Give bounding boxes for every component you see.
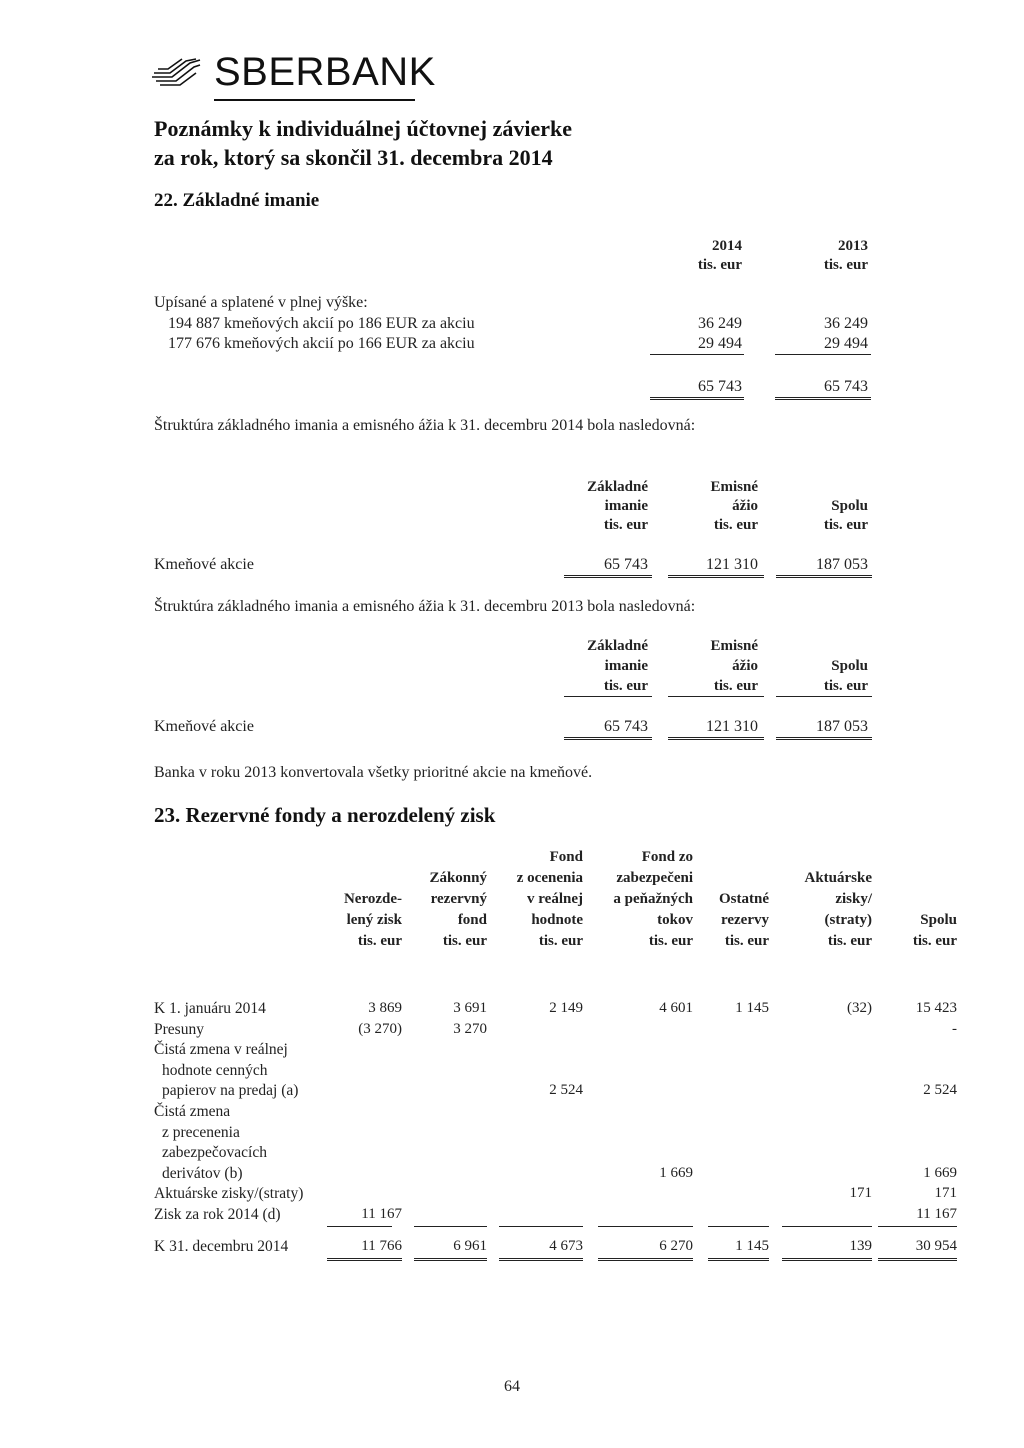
- reserves-cell: 11 167: [916, 1206, 957, 1222]
- reserves-cell: 1 669: [923, 1164, 957, 1181]
- reserves-col-unit: tis. eur: [538, 933, 583, 949]
- reserves-row-label: papierov na predaj (a): [162, 1082, 299, 1100]
- page-number: 64: [504, 1378, 520, 1395]
- reserves-cell: (3 270): [358, 1020, 402, 1037]
- reserves-row-label: Aktuárske zisky/(straty): [154, 1185, 304, 1203]
- struct-col-basic: Základné: [587, 479, 648, 495]
- struct-col-premium: Emisné: [710, 638, 758, 654]
- reserves-row-label: Čistá zmena v reálnej: [154, 1041, 288, 1059]
- share-row-value: 36 249: [698, 315, 742, 332]
- subtotal-rule: [708, 1226, 769, 1227]
- reserves-col-header: fond: [457, 912, 487, 928]
- reserves-cell: 171: [849, 1185, 872, 1202]
- bank-name: SBERBANK: [214, 50, 436, 94]
- reserves-total-cell: 139: [849, 1238, 872, 1254]
- reserves-total-cell: 6 961: [453, 1238, 487, 1254]
- struct-col-unit: tis. eur: [603, 517, 648, 533]
- share-row-value: 29 494: [824, 335, 868, 352]
- total-value: 65 743: [824, 378, 868, 395]
- reserves-col-header: Ostatné: [719, 891, 769, 907]
- struct-col-total: Spolu: [831, 658, 868, 674]
- reserves-col-header: Aktuárske: [804, 870, 872, 886]
- header-rule: [776, 696, 872, 697]
- logo-underline: [214, 99, 415, 101]
- reserves-row-label: z precenenia: [162, 1123, 240, 1141]
- col-header-2013-unit: tis. eur: [823, 257, 868, 273]
- subtotal-rule: [414, 1226, 487, 1227]
- subscribed-intro: Upísané a splatené v plnej výške:: [154, 294, 368, 311]
- sberbank-logo: [150, 52, 436, 92]
- total-double-rule: [776, 737, 872, 740]
- reserves-total-label: K 31. decembru 2014: [154, 1238, 289, 1255]
- subtotal-rule: [327, 1226, 392, 1227]
- col-header-2014-year: 2014: [712, 238, 742, 254]
- reserves-col-unit: tis. eur: [442, 933, 487, 949]
- reserves-cell: 1 145: [735, 1000, 769, 1016]
- struct-col-basic: imanie: [604, 498, 648, 514]
- page-title-line1: Poznámky k individuálnej účtovnej závierke: [154, 116, 573, 141]
- subtotal-rule: [782, 1226, 872, 1227]
- reserves-row-label: Čistá zmena: [154, 1103, 231, 1120]
- section-22-heading: 22. Základné imanie: [154, 190, 320, 211]
- reserves-col-header: zisky/: [835, 891, 872, 907]
- reserves-row-label: Presuny: [154, 1020, 204, 1038]
- total-double-rule: [708, 1258, 769, 1261]
- col-header-2013-year: 2013: [838, 238, 868, 254]
- share-row-label: 177 676 kmeňových akcií po 166 EUR za akciu: [168, 335, 475, 352]
- subtotal-rule: [775, 354, 871, 355]
- subtotal-rule: [650, 354, 744, 355]
- reserves-col-header: Fond: [549, 849, 583, 865]
- reserves-row-label: Zisk za rok 2014 (d): [154, 1206, 281, 1223]
- reserves-row-label: K 1. januáru 2014: [154, 1000, 266, 1017]
- reserves-col-unit: tis. eur: [912, 933, 957, 949]
- struct-row-value: 121 310: [706, 556, 758, 573]
- struct-col-basic: imanie: [604, 658, 648, 674]
- structure-2014-text: Štruktúra základného imania a emisného ážia k 31. decembru 2014 bola nasledovná:: [154, 417, 696, 434]
- total-double-rule: [878, 1258, 957, 1261]
- sberbank-wave-icon: [150, 57, 202, 87]
- struct-row-value: 121 310: [706, 718, 758, 735]
- struct-row-label: Kmeňové akcie: [154, 718, 254, 735]
- reserves-cell: 3 270: [453, 1020, 487, 1037]
- reserves-total-cell: 4 673: [549, 1238, 583, 1254]
- reserves-cell: (32): [847, 1000, 872, 1016]
- reserves-col-header: hodnote: [531, 912, 583, 928]
- reserves-cell: 171: [934, 1185, 957, 1202]
- total-double-rule: [327, 1258, 402, 1261]
- struct-row-value: 65 743: [604, 556, 648, 573]
- reserves-col-header: Spolu: [920, 912, 957, 928]
- struct-col-unit: tis. eur: [713, 678, 758, 694]
- reserves-col-header: Fond zo: [641, 849, 693, 865]
- page-title-line2: za rok, ktorý sa skončil 31. decembra 2014: [154, 145, 553, 170]
- reserves-total-cell: 6 270: [659, 1238, 693, 1254]
- share-row-value: 29 494: [698, 335, 742, 352]
- reserves-col-header: rezervy: [720, 912, 769, 928]
- section-23-heading: 23. Rezervné fondy a nerozdelený zisk: [154, 803, 496, 827]
- reserves-cell: 2 149: [549, 1000, 583, 1016]
- reserves-cell: 15 423: [915, 1000, 957, 1016]
- reserves-col-header: a peňažných: [613, 891, 693, 907]
- reserves-cell: 3 869: [368, 1000, 402, 1016]
- total-value: 65 743: [698, 378, 742, 395]
- total-double-rule: [650, 397, 744, 400]
- subtotal-rule: [878, 1226, 957, 1227]
- reserves-cell: 11 167: [361, 1206, 402, 1222]
- total-double-rule: [564, 575, 652, 578]
- share-row-label: 194 887 kmeňových akcií po 186 EUR za akciu: [168, 315, 475, 332]
- share-row-value: 36 249: [824, 315, 868, 332]
- reserves-col-unit: tis. eur: [357, 933, 402, 949]
- struct-col-unit: tis. eur: [603, 678, 648, 694]
- reserves-col-unit: tis. eur: [648, 933, 693, 949]
- reserves-col-header: v reálnej: [527, 891, 583, 907]
- reserves-row-label: hodnote cenných: [162, 1061, 268, 1079]
- struct-row-value: 187 053: [816, 718, 868, 735]
- reserves-total-cell: 1 145: [735, 1238, 769, 1254]
- total-double-rule: [564, 737, 652, 740]
- reserves-cell: 4 601: [659, 1000, 693, 1016]
- total-double-rule: [775, 397, 871, 400]
- struct-row-label: Kmeňové akcie: [154, 556, 254, 573]
- total-double-rule: [414, 1258, 487, 1261]
- reserves-cell: 2 524: [923, 1082, 957, 1099]
- struct-col-premium: ážio: [732, 498, 758, 514]
- subtotal-rule: [499, 1226, 583, 1227]
- col-header-2014-unit: tis. eur: [697, 257, 742, 273]
- reserves-col-header: zabezpečeni: [616, 870, 693, 886]
- reserves-total-cell: 30 954: [915, 1238, 957, 1254]
- reserves-col-header: tokov: [657, 912, 693, 928]
- total-double-rule: [499, 1258, 583, 1261]
- struct-col-total: Spolu: [831, 498, 868, 514]
- reserves-col-header: rezervný: [430, 891, 487, 907]
- reserves-cell: 3 691: [453, 1000, 487, 1016]
- total-double-rule: [598, 1258, 693, 1261]
- reserves-col-header: z ocenenia: [516, 870, 583, 886]
- reserves-col-header: Zákonný: [429, 870, 487, 886]
- reserves-cell: -: [952, 1020, 957, 1037]
- total-double-rule: [668, 575, 764, 578]
- reserves-total-cell: 11 766: [361, 1238, 402, 1254]
- reserves-row-label: zabezpečovacích: [162, 1144, 267, 1162]
- reserves-col-header: lený zisk: [346, 912, 402, 928]
- structure-2013-text: Štruktúra základného imania a emisného ážia k 31. decembru 2013 bola nasledovná:: [154, 598, 696, 615]
- struct-col-unit: tis. eur: [823, 678, 868, 694]
- reserves-row-label: derivátov (b): [162, 1164, 243, 1182]
- reserves-cell: 1 669: [659, 1164, 693, 1181]
- struct-row-value: 65 743: [604, 718, 648, 735]
- reserves-col-header: (straty): [824, 912, 872, 928]
- struct-col-premium: ážio: [732, 658, 758, 674]
- header-rule: [668, 696, 764, 697]
- total-double-rule: [782, 1258, 872, 1261]
- header-rule: [564, 696, 652, 697]
- conversion-note: Banka v roku 2013 konvertovala všetky prioritné akcie na kmeňové.: [154, 764, 593, 781]
- reserves-col-unit: tis. eur: [827, 933, 872, 949]
- reserves-col-unit: tis. eur: [724, 933, 769, 949]
- struct-col-basic: Základné: [587, 638, 648, 654]
- reserves-col-header: Nerozde-: [343, 891, 402, 907]
- total-double-rule: [668, 737, 764, 740]
- struct-col-unit: tis. eur: [713, 517, 758, 533]
- struct-row-value: 187 053: [816, 556, 868, 573]
- struct-col-premium: Emisné: [710, 479, 758, 495]
- reserves-cell: 2 524: [549, 1082, 583, 1099]
- total-double-rule: [776, 575, 872, 578]
- struct-col-unit: tis. eur: [823, 517, 868, 533]
- subtotal-rule: [598, 1226, 693, 1227]
